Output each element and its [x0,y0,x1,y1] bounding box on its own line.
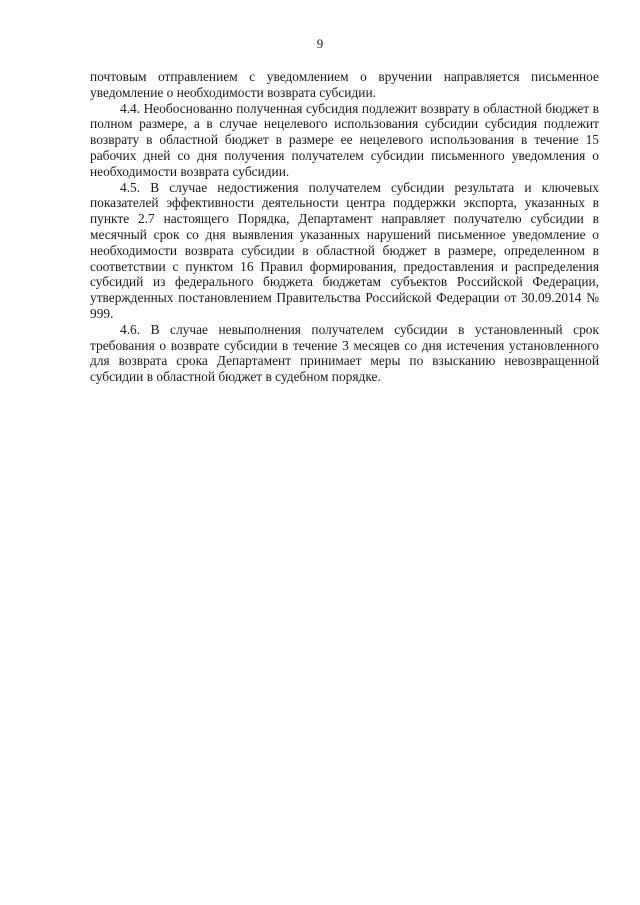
paragraph-4-4: 4.4. Необоснованно полученная субсидия подлежит возврату в областной бюджет в полном размере, а в случае нецелевого использования субсидии субсидия подлежит возврату в областной бюджет в размере ее нецелевого использования в течение 15 рабочих дней со дня получения получателем субсидии письменного уведомления о необходимости возврата субсидии. [90,100,599,179]
paragraph-continuation: почтовым отправлением с уведомлением о вручении направляется письменное уведомление о необходимости возврата субсидии. [90,69,599,100]
paragraph-4-5: 4.5. В случае недостижения получателем субсидии результата и ключевых показателей эффективности деятельности центра поддержки экспорта, указанных в пункте 2.7 настоящего Порядка, Департамент направляет получателю субсидии в месячный срок со дня выявления указанных нарушений письменное уведомление о необходимости возврата субсидии в областной бюджет в размере, определенном в соответствии с пунктом 16 Правил формирования, предоставления и распределения субсидий из федерального бюджета бюджетам субъектов Российской Федерации, утвержденных постановлением Правительства Российской Федерации от 30.09.2014 № 999. [90,179,599,321]
page-number: 9 [316,36,324,51]
document-body [90,69,599,385]
paragraph-4-6: 4.6. В случае невыполнения получателем субсидии в установленный срок требования о возврате субсидии в течение 3 месяцев со дня истечения установленного для возврата срока Департамент принимает меры по взысканию невозвращенной субсидии в областной бюджет в судебном порядке. [90,321,599,385]
